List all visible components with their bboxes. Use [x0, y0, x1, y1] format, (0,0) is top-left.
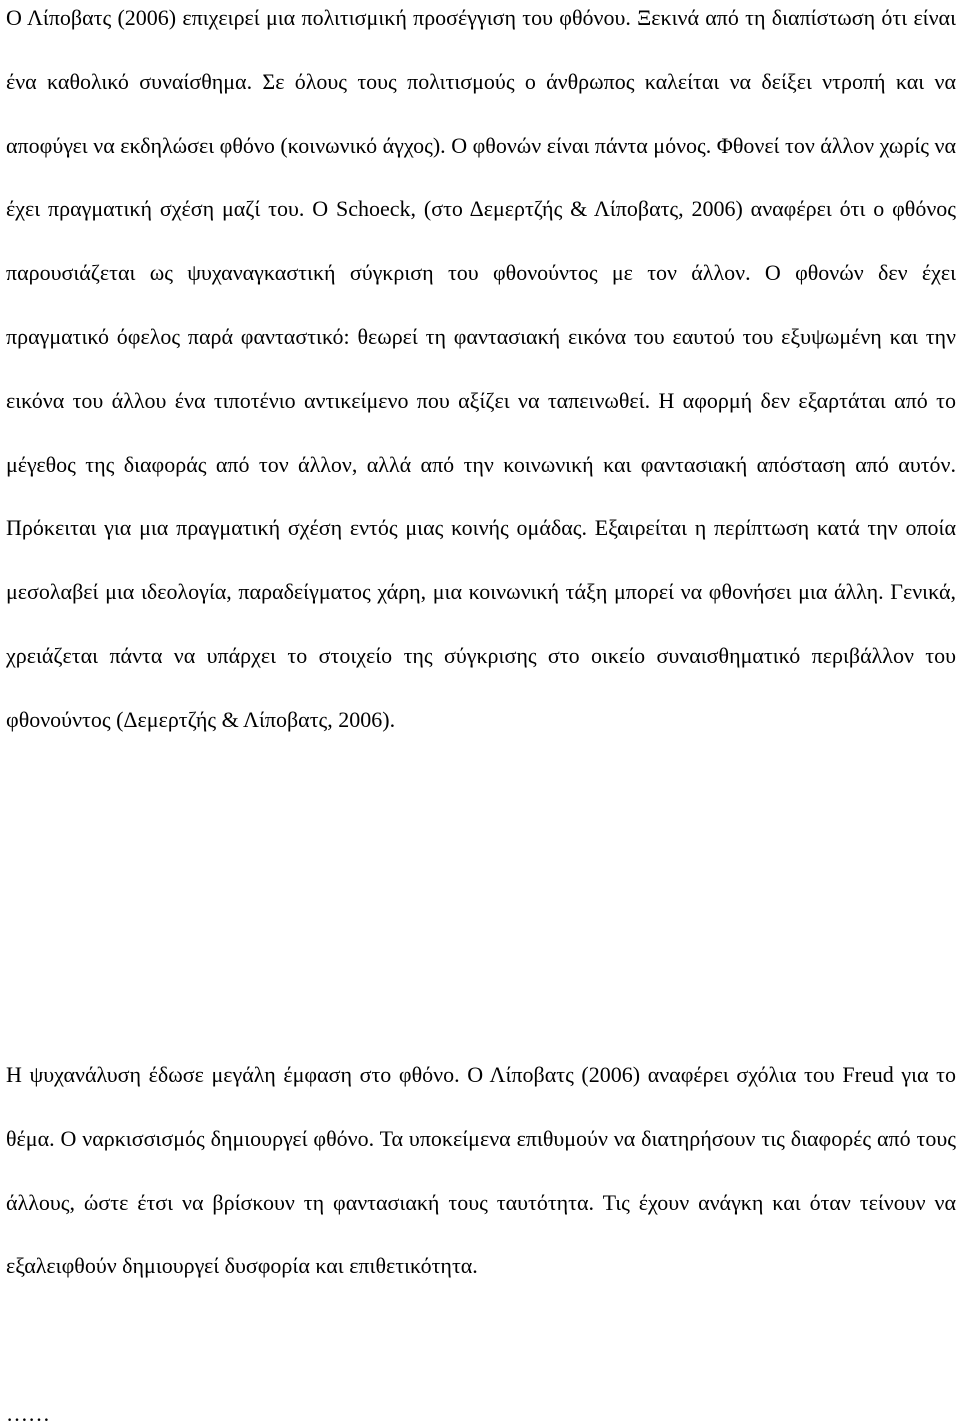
text-continuation-ellipsis: ……: [6, 1401, 50, 1426]
paragraph-psychoanalysis-envy: Η ψυχανάλυση έδωσε μεγάλη έμφαση στο φθόνο. Ο Λίποβατς (2006) αναφέρει σχόλια του Freud για το θέμα. Ο ναρκισσισμός δημιουργεί φθόνο. Τα υποκείμενα επιθυμούν να διατηρήσουν τις διαφορές από τους άλλους, ώστε έτσι να βρίσκουν τη φαντασιακή τους ταυτότητα. Τις έχουν ανάγκη και όταν τείνουν να εξαλειφθούν δημιουργεί δυσφορία και επιθετικότητα.: [6, 1062, 956, 1279]
paragraph-envy-cultural-approach: Ο Λίποβατς (2006) επιχειρεί μια πολιτισμική προσέγγιση του φθόνου. Ξεκινά από τη διαπίστωση ότι είναι ένα καθολικό συναίσθημα. Σε όλους τους πολιτισμούς ο άνθρωπος καλείται να δείξει ντροπή και να αποφύγει να εκδηλώσει φθόνο (κοινωνικό άγχος). Ο φθονών είναι πάντα μόνος. Φθονεί τον άλλον χωρίς να έχει πραγματική σχέση μαζί του. Ο Schoeck, (στο Δεμερτζής & Λίποβατς, 2006) αναφέρει ότι ο φθόνος παρουσιάζεται ως ψυχαναγκαστική σύγκριση του φθονούντος με τον άλλον. Ο φθονών δεν έχει πραγματικό όφελος παρά φανταστικό: θεωρεί τη φαντασιακή εικόνα του εαυτού του εξυψωμένη και την εικόνα του άλλου ένα τιποτένιο αντικείμενο που αξίζει να ταπεινωθεί. Η αφορμή δεν εξαρτάται από το μέγεθος της διαφοράς από τον άλλον, αλλά από την κοινωνική και φαντασιακή απόσταση από αυτόν. Πρόκειται για μια πραγματική σχέση εντός μιας κοινής ομάδας. Εξαιρείται η περίπτωση κατά την οποία μεσολαβεί μια ιδεολογία, παραδείγματος χάρη, μια κοινωνική τάξη μπορεί να φθονήσει μια άλλη. Γενικά, χρειάζεται πάντα να υπάρχει το στοιχείο της σύγκρισης στο οικείο συναισθηματικό περιβάλλον του φθονούντος (Δεμερτζής & Λίποβατς, 2006).: [6, 5, 956, 732]
